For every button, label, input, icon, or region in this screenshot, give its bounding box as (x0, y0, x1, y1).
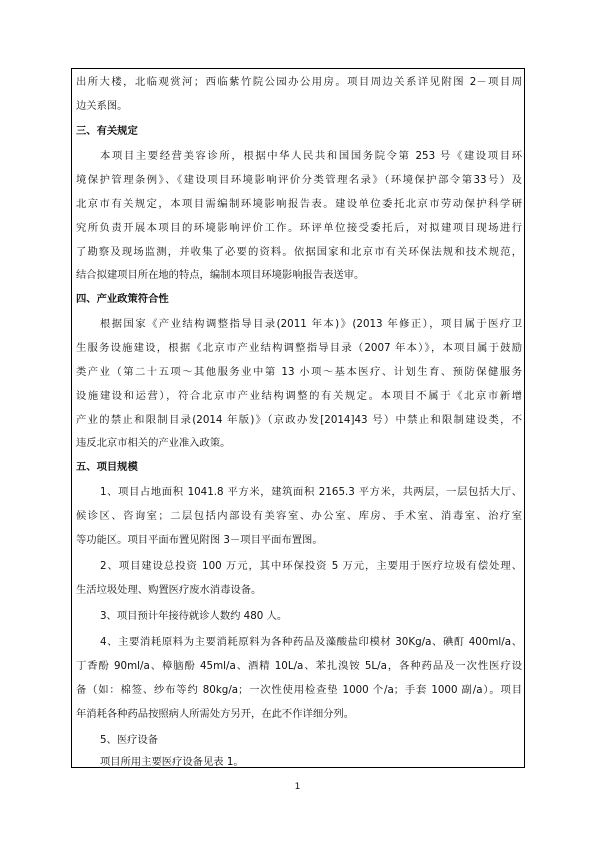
text-line: 丁香酚 90ml/a、樟脑酚 45ml/a、酒精 10L/a、苯扎溴铵 5L/a，各种药品及一次性医疗设 (76, 660, 522, 672)
text-line: 1、项目占地面积 1041.8 平方米，建筑面积 2165.3 平方米，共两层，一层包括大厅、 (100, 486, 522, 498)
text-line: 候诊区、咨询室；二层包括内部设有美容室、办公室、库房、手术室、消毒室、治疗室 (76, 510, 522, 522)
text-line: 生活垃圾处理、购置医疗废水消毒设备。 (76, 584, 262, 596)
text-line: 年消耗各种药品按照病人所需处方另开，在此不作详细分列。 (76, 708, 355, 720)
text-line: 2、项目建设总投资 100 万元，其中环保投资 5 万元，主要用于医疗垃圾有偿处理、 (100, 560, 522, 572)
text-line: 产业的禁止和限制目录(2014 年版)》（京政办发[2014]43 号）中禁止和限制建设类，不 (76, 414, 522, 426)
text-line: 3、项目预计年接待就诊人数约 480 人。 (100, 610, 288, 622)
text-line: 境保护管理条例》、《建设项目环境影响评价分类管理名录》（环境保护部令第33号）及 (76, 174, 522, 186)
text-line: 结合拟建项目所在地的特点，编制本项目环境影响报告表送审。 (76, 269, 365, 281)
text-line: 边关系图。 (76, 100, 128, 112)
text-line: 项目所用主要医疗设备见表 1。 (100, 756, 244, 768)
text-line: 了勘察及现场监测，并收集了必要的资料。依据国家和北京市有关环保法规和技术规范， (76, 246, 522, 258)
text-line: 北京市有关规定，本项目需编制环境影响报告表。建设单位委托北京市劳动保护科学研 (76, 198, 522, 210)
text-line: 设施建设和运营），符合北京市产业结构调整的有关规定。本项目不属于《北京市新增 (76, 390, 522, 402)
text-line: 出所大楼，北临观赏河；西临紫竹院公园办公用房。项目周边关系详见附图 2－项目周 (76, 76, 522, 88)
text-line: 4、主要消耗原料为主要消耗原料为各种药品及藻酸盐印模材 30Kg/a、碘酊 400ml/a、 (100, 636, 522, 648)
text-line: 本项目主要经营美容诊所，根据中华人民共和国国务院令第 253 号《建设项目环 (100, 150, 522, 162)
text-line: 违反北京市相关的产业准入政策。 (76, 437, 231, 449)
text-line: 类产业（第二十五项～其他服务业中第 13 小项～基本医疗、计划生育、预防保健服务 (76, 366, 522, 378)
text-line: 5、医疗设备 (100, 734, 159, 746)
text-line: 根据国家《产业结构调整指导目录(2011 年本)》(2013 年修正），项目属于医疗卫 (100, 318, 522, 330)
text-line: 生服务设施建设，根据《北京市产业结构调整指导目录（2007 年本）》，本项目属于鼓励 (76, 342, 522, 354)
section-heading: 四、产业政策符合性 (76, 293, 169, 305)
text-line: 等功能区。项目平面布置见附图 3－项目平面布置图。 (76, 534, 323, 546)
page-number: 1 (294, 782, 301, 792)
text-line: 究所负责开展本项目的环境影响评价工作。环评单位接受委托后，对拟建项目现场进行 (76, 222, 522, 234)
section-heading: 三、有关规定 (76, 125, 138, 137)
section-heading: 五、项目规模 (76, 461, 138, 473)
text-line: 备（如：棉签、纱布等约 80kg/a；一次性使用检查垫 1000 个/a；手套 1000 副/a）。项目 (76, 684, 522, 696)
